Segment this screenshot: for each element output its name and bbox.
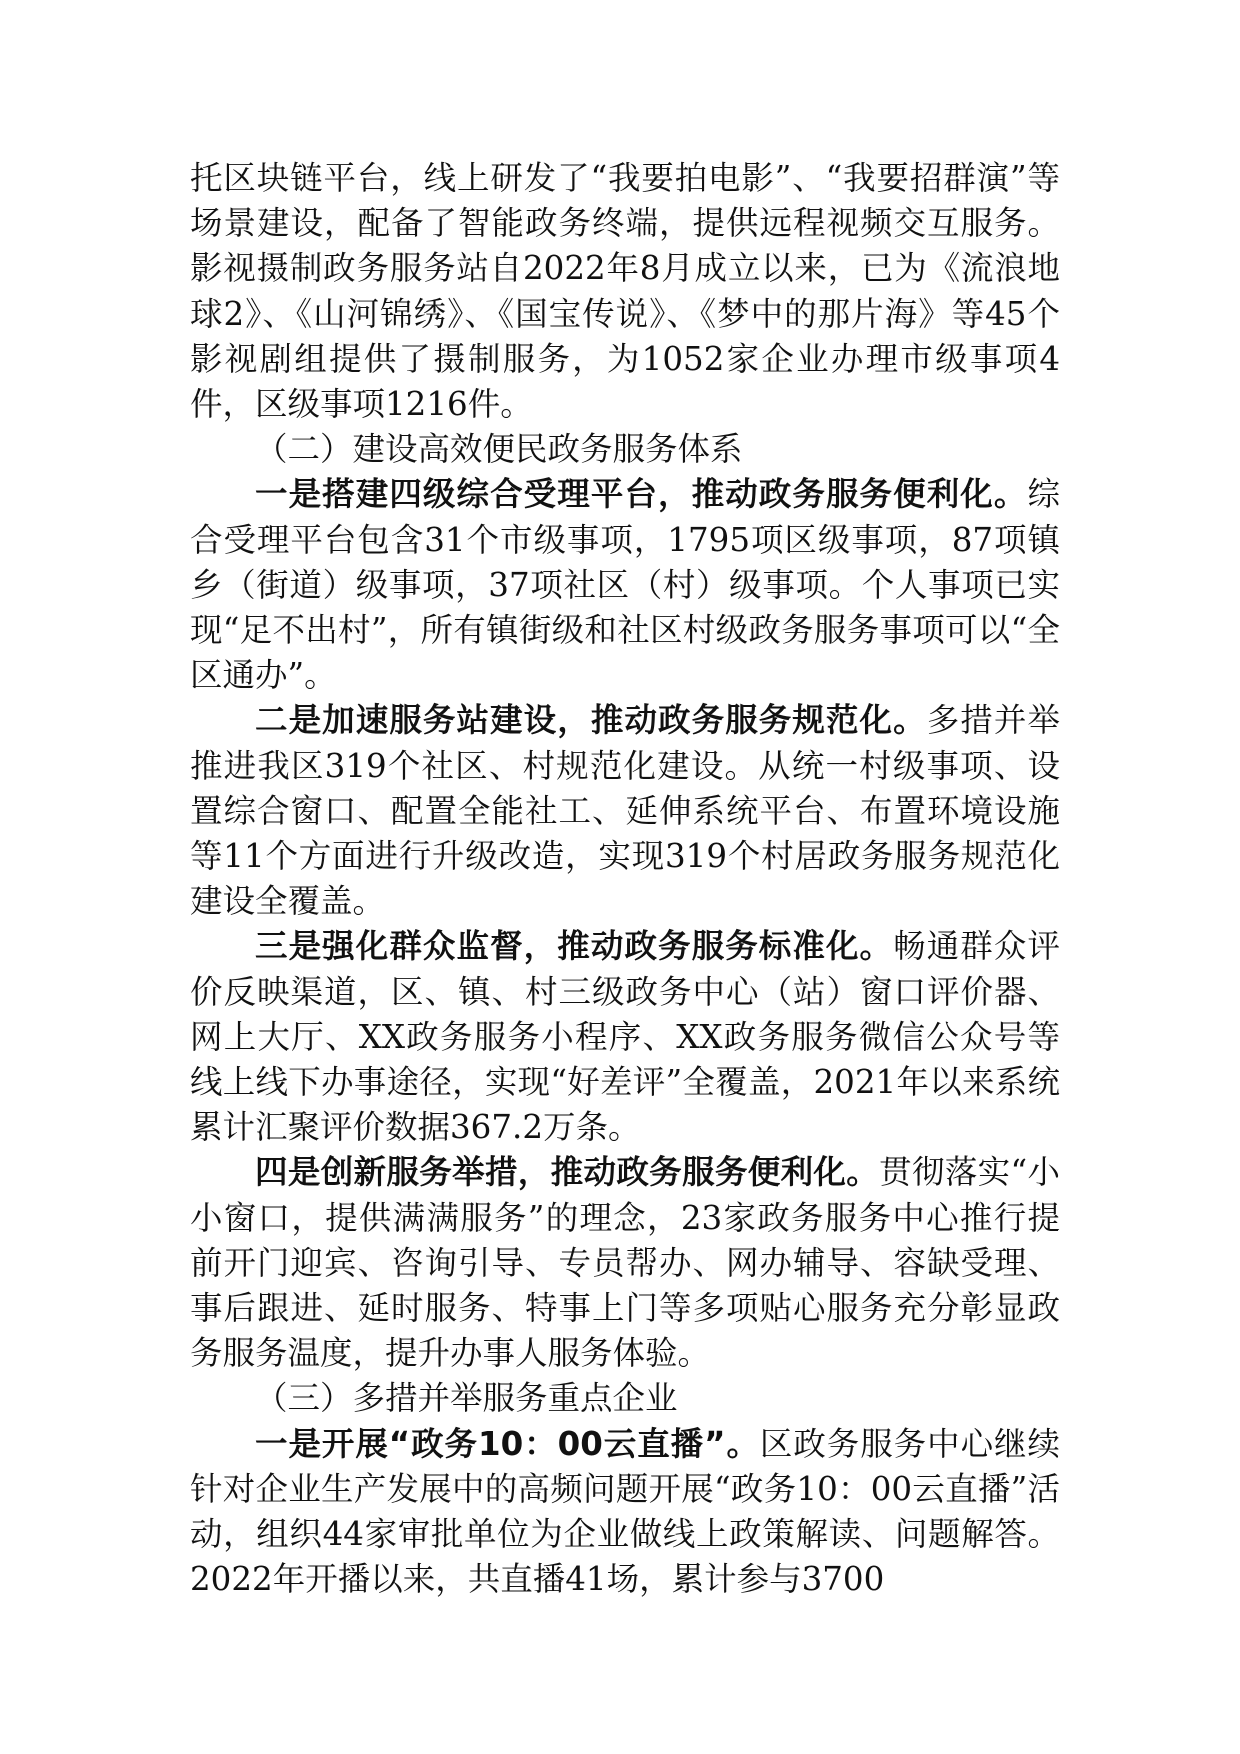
- paragraph-platform: [190, 472, 1060, 698]
- paragraph-service-station: [190, 698, 1060, 924]
- paragraph-innovation: [190, 1150, 1060, 1376]
- paragraph-lead: 一是开展“政务10：00云直播”。: [255, 1424, 760, 1463]
- document-body: [190, 156, 1060, 1603]
- paragraph-text: 畅通群众评价反映渠道，区、镇、村三级政务中心（站）窗口评价器、网上大厅、XX政务服务小程序、XX政务服务微信公众号等线上线下办事途径，实现“好差评”全覆盖，2021年以来系统累计汇聚评价数据367.2万条。: [190, 927, 1060, 1147]
- paragraph-livestream: [190, 1422, 1060, 1603]
- paragraph-lead: 二是加速服务站建设，推动政务服务规范化。: [255, 701, 927, 740]
- section-heading-text: （三）多措并举服务重点企业: [255, 1379, 678, 1418]
- paragraph-supervision: [190, 924, 1060, 1150]
- paragraph-text: 多措并举推进我区319个社区、村规范化建设。从统一村级事项、设置综合窗口、配置全能社工、延伸系统平台、布置环境设施等11个方面进行升级改造，实现319个村居政务服务规范化建设全覆盖。: [190, 701, 1060, 921]
- section-heading-text: （二）建设高效便民政务服务体系: [255, 430, 743, 469]
- paragraph-continuation: [190, 156, 1060, 427]
- paragraph-text: 综合受理平台包含31个市级事项，1795项区级事项，87项镇乡（街道）级事项，37项社区（村）级事项。个人事项已实现“足不出村”，所有镇街级和社区村级政务服务事项可以“全区通办”。: [190, 475, 1060, 695]
- paragraph-lead: 三是强化群众监督，推动政务服务标准化。: [255, 927, 894, 966]
- paragraph-text: 区政务服务中心继续针对企业生产发展中的高频问题开展“政务10：00云直播”活动，组织44家审批单位为企业做线上政策解读、问题解答。2022年开播以来，共直播41场，累计参与3700: [190, 1424, 1060, 1599]
- section-heading-2: [190, 427, 1060, 472]
- paragraph-text: 贯彻落实“小小窗口，提供满满服务”的理念，23家政务服务中心推行提前开门迎宾、咨询引导、专员帮办、网办辅导、容缺受理、事后跟进、延时服务、特事上门等多项贴心服务充分彰显政务服务温度，提升办事人服务体验。: [190, 1153, 1060, 1373]
- section-heading-3: [190, 1376, 1060, 1421]
- paragraph-text: 托区块链平台，线上研发了“我要拍电影”、“我要招群演”等场景建设，配备了智能政务终端，提供远程视频交互服务。影视摄制政务服务站自2022年8月成立以来，已为《流浪地球2》、《山河锦绣》、《国宝传说》、《梦中的那片海》等45个影视剧组提供了摄制服务，为1052家企业办理市级事项4件，区级事项1216件。: [190, 159, 1060, 424]
- paragraph-lead: 四是创新服务举措，推动政务服务便利化。: [255, 1153, 880, 1192]
- paragraph-lead: 一是搭建四级综合受理平台，推动政务服务便利化。: [255, 475, 1028, 514]
